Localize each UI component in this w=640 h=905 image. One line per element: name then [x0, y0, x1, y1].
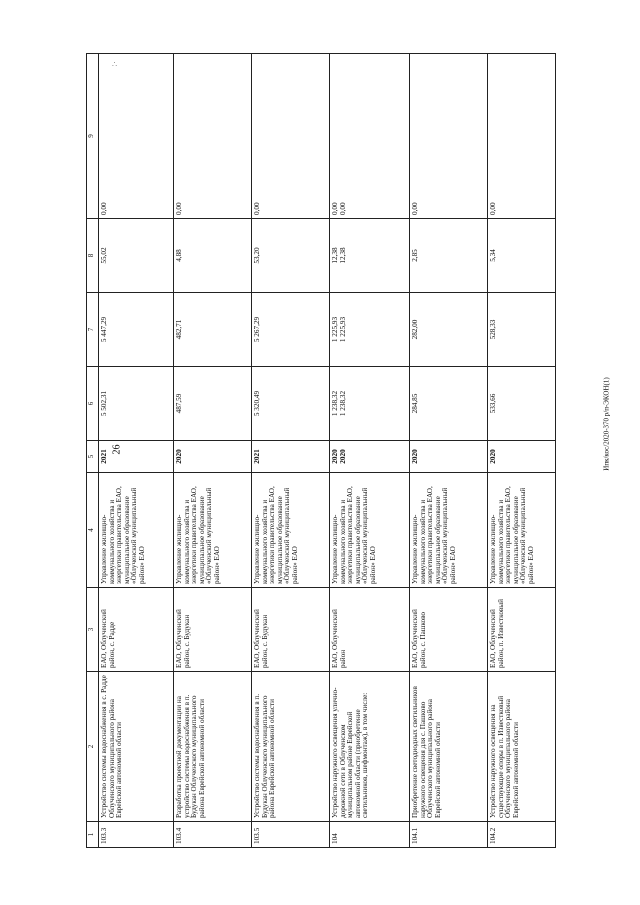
header-cell: 2	[87, 672, 99, 822]
header-cell: 7	[87, 293, 99, 367]
row-regional: 2,85	[410, 219, 488, 293]
row-id: 103.3	[99, 822, 174, 848]
row-total	[330, 367, 410, 441]
header-cell: 9	[87, 54, 99, 219]
row-customer: Управление жилищно-коммунального хозяйства и энергетики правительства ЕАО, муниципальное образование «Облученский муниципальный район» ЕАО	[99, 473, 174, 588]
budget-table	[86, 53, 556, 848]
row-id: 103.5	[252, 822, 330, 848]
row-location: ЕАО, Облученский район, с. Пашково	[410, 588, 488, 672]
row-year: 2020	[174, 441, 252, 473]
value-line: 12,38	[331, 247, 339, 264]
header-cell: 5	[87, 441, 99, 473]
row-year: 2021	[252, 441, 330, 473]
row-regional: 55,02	[99, 219, 174, 293]
header-cell: 4	[87, 473, 99, 588]
value-line: 1 225,93	[331, 316, 339, 343]
row-name: Приобретение светодиодных светильников наружного освещения для с. Пашково Облученского муниципального района Еврейской автономной области	[410, 672, 488, 822]
row-year: 2020	[488, 441, 556, 473]
row-regional: 53,20	[252, 219, 330, 293]
table-row	[410, 54, 488, 848]
row-customer: Управление жилищно-коммунального хозяйства и энергетики правительства ЕАО, муниципальное образование «Облученский муниципальный район» ЕАО	[174, 473, 252, 588]
page-number: 26	[111, 444, 123, 455]
row-id: 104	[330, 822, 410, 848]
row-customer: Управление жилищно-коммунального хозяйства и энергетики правительства ЕАО, муниципальное образование «Облученский муниципальный район» ЕАО	[488, 473, 556, 588]
row-regional	[330, 219, 410, 293]
value-line: 12,38	[338, 247, 347, 264]
row-federal: 5 267,29	[252, 293, 330, 367]
table-row	[330, 54, 410, 848]
table-row	[488, 54, 556, 848]
row-name: Устройство наружного освещения на существующие опоры в п. Известковый Облученского муниципального района Еврейской автономной области	[488, 672, 556, 822]
row-total: 487,59	[174, 367, 252, 441]
row-location: ЕАО, Облученский район, с. Будукан	[252, 588, 330, 672]
row-federal: 282,00	[410, 293, 488, 367]
row-customer: Управление жилищно-коммунального хозяйства и энергетики правительства ЕАО, муниципальное образование «Облученский муниципальный район» ЕАО	[330, 473, 410, 588]
row-other: 0,00	[174, 54, 252, 219]
header-cell: 8	[87, 219, 99, 293]
row-location: ЕАО, Облученский район, п. Известковый	[488, 588, 556, 672]
year-line: 2020	[338, 449, 347, 464]
row-other: 0,00	[99, 54, 174, 219]
row-name: Разработка проектной документации на устройство системы водоснабжения в п. Будукан Облученского муниципального района Еврейской автономной области	[174, 672, 252, 822]
year-line: 2020	[331, 449, 339, 464]
row-id: 104.1	[410, 822, 488, 848]
row-regional: 5,34	[488, 219, 556, 293]
row-other: 0,00	[410, 54, 488, 219]
row-other: 0,00	[252, 54, 330, 219]
row-total: 5 502,31	[99, 367, 174, 441]
row-total: 284,85	[410, 367, 488, 441]
row-name: Устройство системы водоснабжения в с. Радде Облученского муниципального района Еврейской автономной области	[99, 672, 174, 822]
value-line: 0,00	[338, 202, 347, 215]
row-year: 2020	[410, 441, 488, 473]
row-total: 533,66	[488, 367, 556, 441]
value-line: 1 225,93	[338, 316, 347, 343]
header-cell: 6	[87, 367, 99, 441]
row-customer: Управление жилищно-коммунального хозяйства и энергетики правительства ЕАО, муниципальное образование «Облученский муниципальный район» ЕАО	[410, 473, 488, 588]
row-year: 2021	[99, 441, 174, 473]
row-federal	[330, 293, 410, 367]
row-year	[330, 441, 410, 473]
table-row	[252, 54, 330, 848]
row-location: ЕАО, Облученский район, с. Радде	[99, 588, 174, 672]
header-cell: 1	[87, 822, 99, 848]
document-code: Ипк/кос/2020-370 р/п-ЭКОН(1)	[602, 377, 611, 471]
row-id: 103.4	[174, 822, 252, 848]
row-location: ЕАО, Облученский район	[330, 588, 410, 672]
row-id: 104.2	[488, 822, 556, 848]
row-location: ЕАО, Облученский район, с. Будукан	[174, 588, 252, 672]
table-row	[174, 54, 252, 848]
row-regional: 4,88	[174, 219, 252, 293]
row-customer: Управление жилищно-коммунального хозяйства и энергетики правительства ЕАО, муниципальное образование «Облученский муниципальный район» ЕАО	[252, 473, 330, 588]
row-federal: 5 447,29	[99, 293, 174, 367]
rotated-table-container	[86, 54, 556, 848]
header-row	[87, 54, 99, 848]
row-total: 5 320,49	[252, 367, 330, 441]
row-other	[330, 54, 410, 219]
value-line: 1 238,32	[331, 390, 339, 417]
row-other: 0,00	[488, 54, 556, 219]
value-line: 0,00	[331, 202, 339, 215]
value-line: 1 238,32	[338, 390, 347, 417]
row-name: Устройство наружного освещения улично-дорожной сети в Облученском муниципальном районе Еврейской автономной области (приобретение светильников, шефмонтаж), в том числе:	[330, 672, 410, 822]
table-row	[99, 54, 174, 848]
row-federal: 528,33	[488, 293, 556, 367]
row-name: Устройство системы водоснабжения в п. Будукан Облученского муниципального района Еврейской автономной области	[252, 672, 330, 822]
header-cell: 3	[87, 588, 99, 672]
table-sheet	[86, 54, 556, 848]
scan-mark: ∴	[112, 60, 118, 69]
row-federal: 482,71	[174, 293, 252, 367]
